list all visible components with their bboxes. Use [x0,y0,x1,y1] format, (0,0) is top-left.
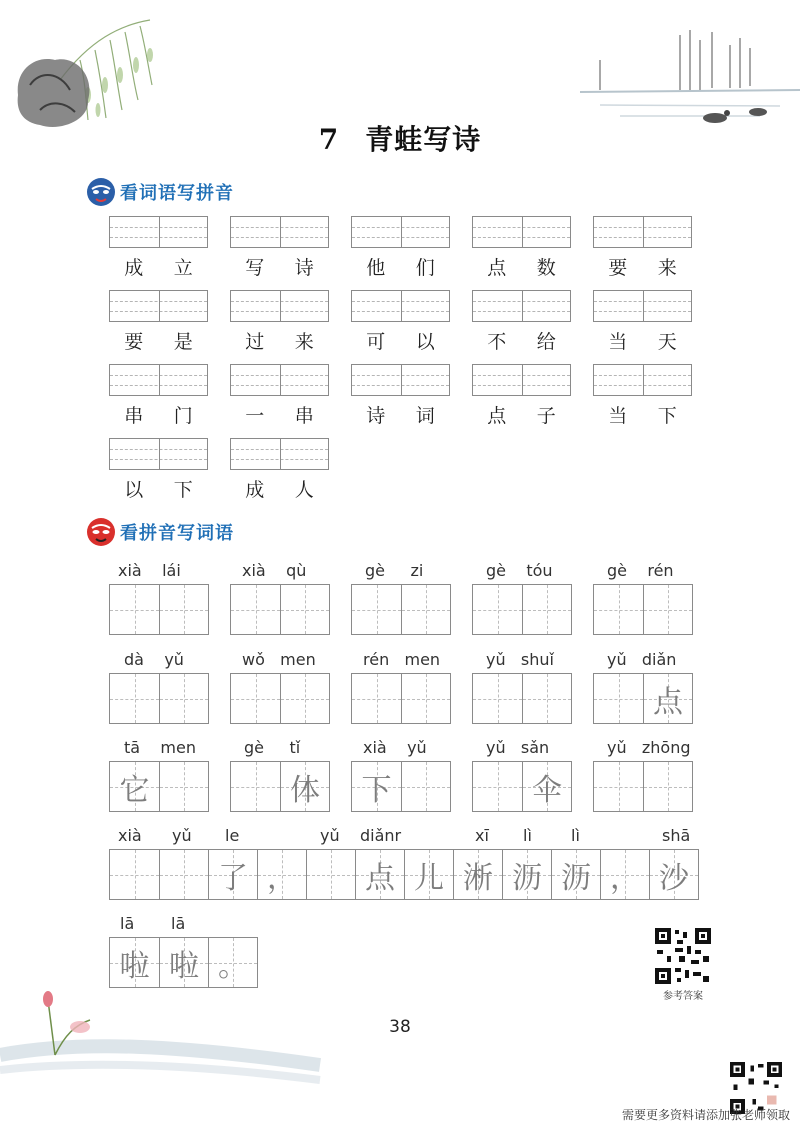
section1-heading-text: 看词语写拼音 [120,183,234,204]
pinyin-box[interactable] [109,364,208,396]
pinyin-label: gè tǐ [244,738,301,757]
pinyin-label: diǎnr [360,826,402,845]
word [351,327,450,354]
writing-grid[interactable] [593,761,693,812]
word-char: 要 [124,331,144,353]
writing-grid[interactable]: 下 [351,761,451,812]
pinyin-box[interactable] [230,438,329,470]
section2-heading [86,516,234,548]
word-char: 当 [608,331,628,353]
pinyin-box[interactable] [593,364,692,396]
writing-grid[interactable] [351,584,451,635]
pinyin-label: yǔ shuǐ [486,650,554,669]
word-char: 数 [536,257,556,279]
word [230,327,329,354]
writing-grid[interactable] [230,673,330,724]
word [109,253,208,280]
pinyin-label: yǔ [320,826,340,845]
word [593,253,692,280]
page-number: 38 [389,1017,411,1037]
qr-code-icon[interactable] [655,928,711,984]
pinyin-label: tā men [124,738,196,757]
section1-heading [86,176,234,208]
pinyin-label: gè rén [607,561,674,580]
word [472,401,571,428]
lotus-water-illustration [0,985,330,1095]
pinyin-label: xià [118,826,142,845]
pinyin-label: xià lái [118,561,181,580]
word [593,401,692,428]
writing-grid[interactable]: 它 [109,761,209,812]
word-char: 他 [366,257,386,279]
pinyin-label: wǒ men [242,650,316,669]
pinyin-label: xià yǔ [363,738,427,757]
pinyin-box[interactable] [472,364,571,396]
writing-grid[interactable] [351,673,451,724]
pinyin-box[interactable] [230,364,329,396]
pinyin-box[interactable] [593,216,692,248]
pinyin-box[interactable] [230,290,329,322]
section2-heading-text: 看拼音写词语 [120,523,234,544]
pinyin-label: yǔ diǎn [607,650,677,669]
pinyin-box[interactable] [230,216,329,248]
word-char: 可 [366,331,386,353]
pinyin-label: gè tóu [486,561,553,580]
sentence-writing-grid[interactable]: 了 ， 点 儿 淅 沥 沥 ， 沙 [109,849,699,900]
word-char: 串 [294,405,314,427]
writing-grid[interactable]: 体 [230,761,330,812]
pinyin-box[interactable] [472,290,571,322]
word-char: 子 [536,405,556,427]
writing-grid[interactable]: 点 [593,673,693,724]
word-char: 以 [415,331,435,353]
word [230,253,329,280]
word-char: 是 [173,331,193,353]
writing-grid[interactable] [109,673,209,724]
pinyin-label: xī [475,826,489,845]
lesson-number: 7 [318,123,340,156]
pinyin-label: yǔ [172,826,192,845]
pinyin-label: lā [120,914,135,933]
word-char: 门 [173,405,193,427]
pinyin-label: xià qù [242,561,307,580]
writing-grid[interactable] [109,584,209,635]
pinyin-label: lì [523,826,532,845]
pinyin-label: yǔ zhōng [607,738,691,757]
word-char: 串 [124,405,144,427]
pinyin-box[interactable] [472,216,571,248]
word-char: 以 [124,479,144,501]
pinyin-label: yǔ sǎn [486,738,550,757]
pinyin-label: lì [571,826,580,845]
word-char: 词 [415,405,435,427]
word [230,401,329,428]
word [109,327,208,354]
word [472,327,571,354]
word-char: 写 [245,257,265,279]
pinyin-label: dà yǔ [124,650,184,669]
word [351,253,450,280]
word [472,253,571,280]
word [351,401,450,428]
pinyin-box[interactable] [351,290,450,322]
writing-grid[interactable] [472,673,572,724]
word-char: 成 [245,479,265,501]
pinyin-box[interactable] [109,290,208,322]
pinyin-box[interactable] [109,438,208,470]
footer-note: 需要更多资料请添加张老师领取 [621,1108,790,1122]
word [109,475,208,502]
word-char: 诗 [294,257,314,279]
qr-answer-label: 参考答案 [663,991,703,1002]
pinyin-box[interactable] [109,216,208,248]
writing-grid[interactable] [230,584,330,635]
pinyin-label: gè zi [365,561,424,580]
word-char: 诗 [366,405,386,427]
pinyin-label: rén men [363,650,441,669]
pinyin-label: le [225,826,240,845]
pinyin-box[interactable] [351,216,450,248]
opera-mask-blue-icon [86,177,116,207]
word-char: 成 [124,257,144,279]
word-char: 下 [173,479,193,501]
writing-grid[interactable] [472,584,572,635]
pinyin-label: shā [662,826,691,845]
word-char: 不 [487,331,507,353]
word-char: 要 [608,257,628,279]
word-char: 过 [245,331,265,353]
word-char: 给 [536,331,556,353]
lesson-title: 青蛙写诗 [365,123,482,156]
word-char: 点 [487,257,507,279]
writing-grid[interactable] [593,584,693,635]
pinyin-box[interactable] [593,290,692,322]
pinyin-box[interactable] [351,364,450,396]
word [109,401,208,428]
word-char: 来 [294,331,314,353]
word-char: 下 [657,405,677,427]
word-char: 点 [487,405,507,427]
writing-grid[interactable]: 啦 啦 。 [109,937,258,988]
word-char: 一 [245,405,265,427]
word-char: 们 [415,257,435,279]
word-char: 人 [294,479,314,501]
word-char: 来 [657,257,677,279]
word [593,327,692,354]
word-char: 立 [173,257,193,279]
opera-mask-red-icon [86,517,116,547]
word [230,475,329,502]
page-title [0,118,800,158]
word-char: 天 [657,331,677,353]
word-char: 当 [608,405,628,427]
pinyin-label: lā [171,914,186,933]
writing-grid[interactable]: 伞 [472,761,572,812]
